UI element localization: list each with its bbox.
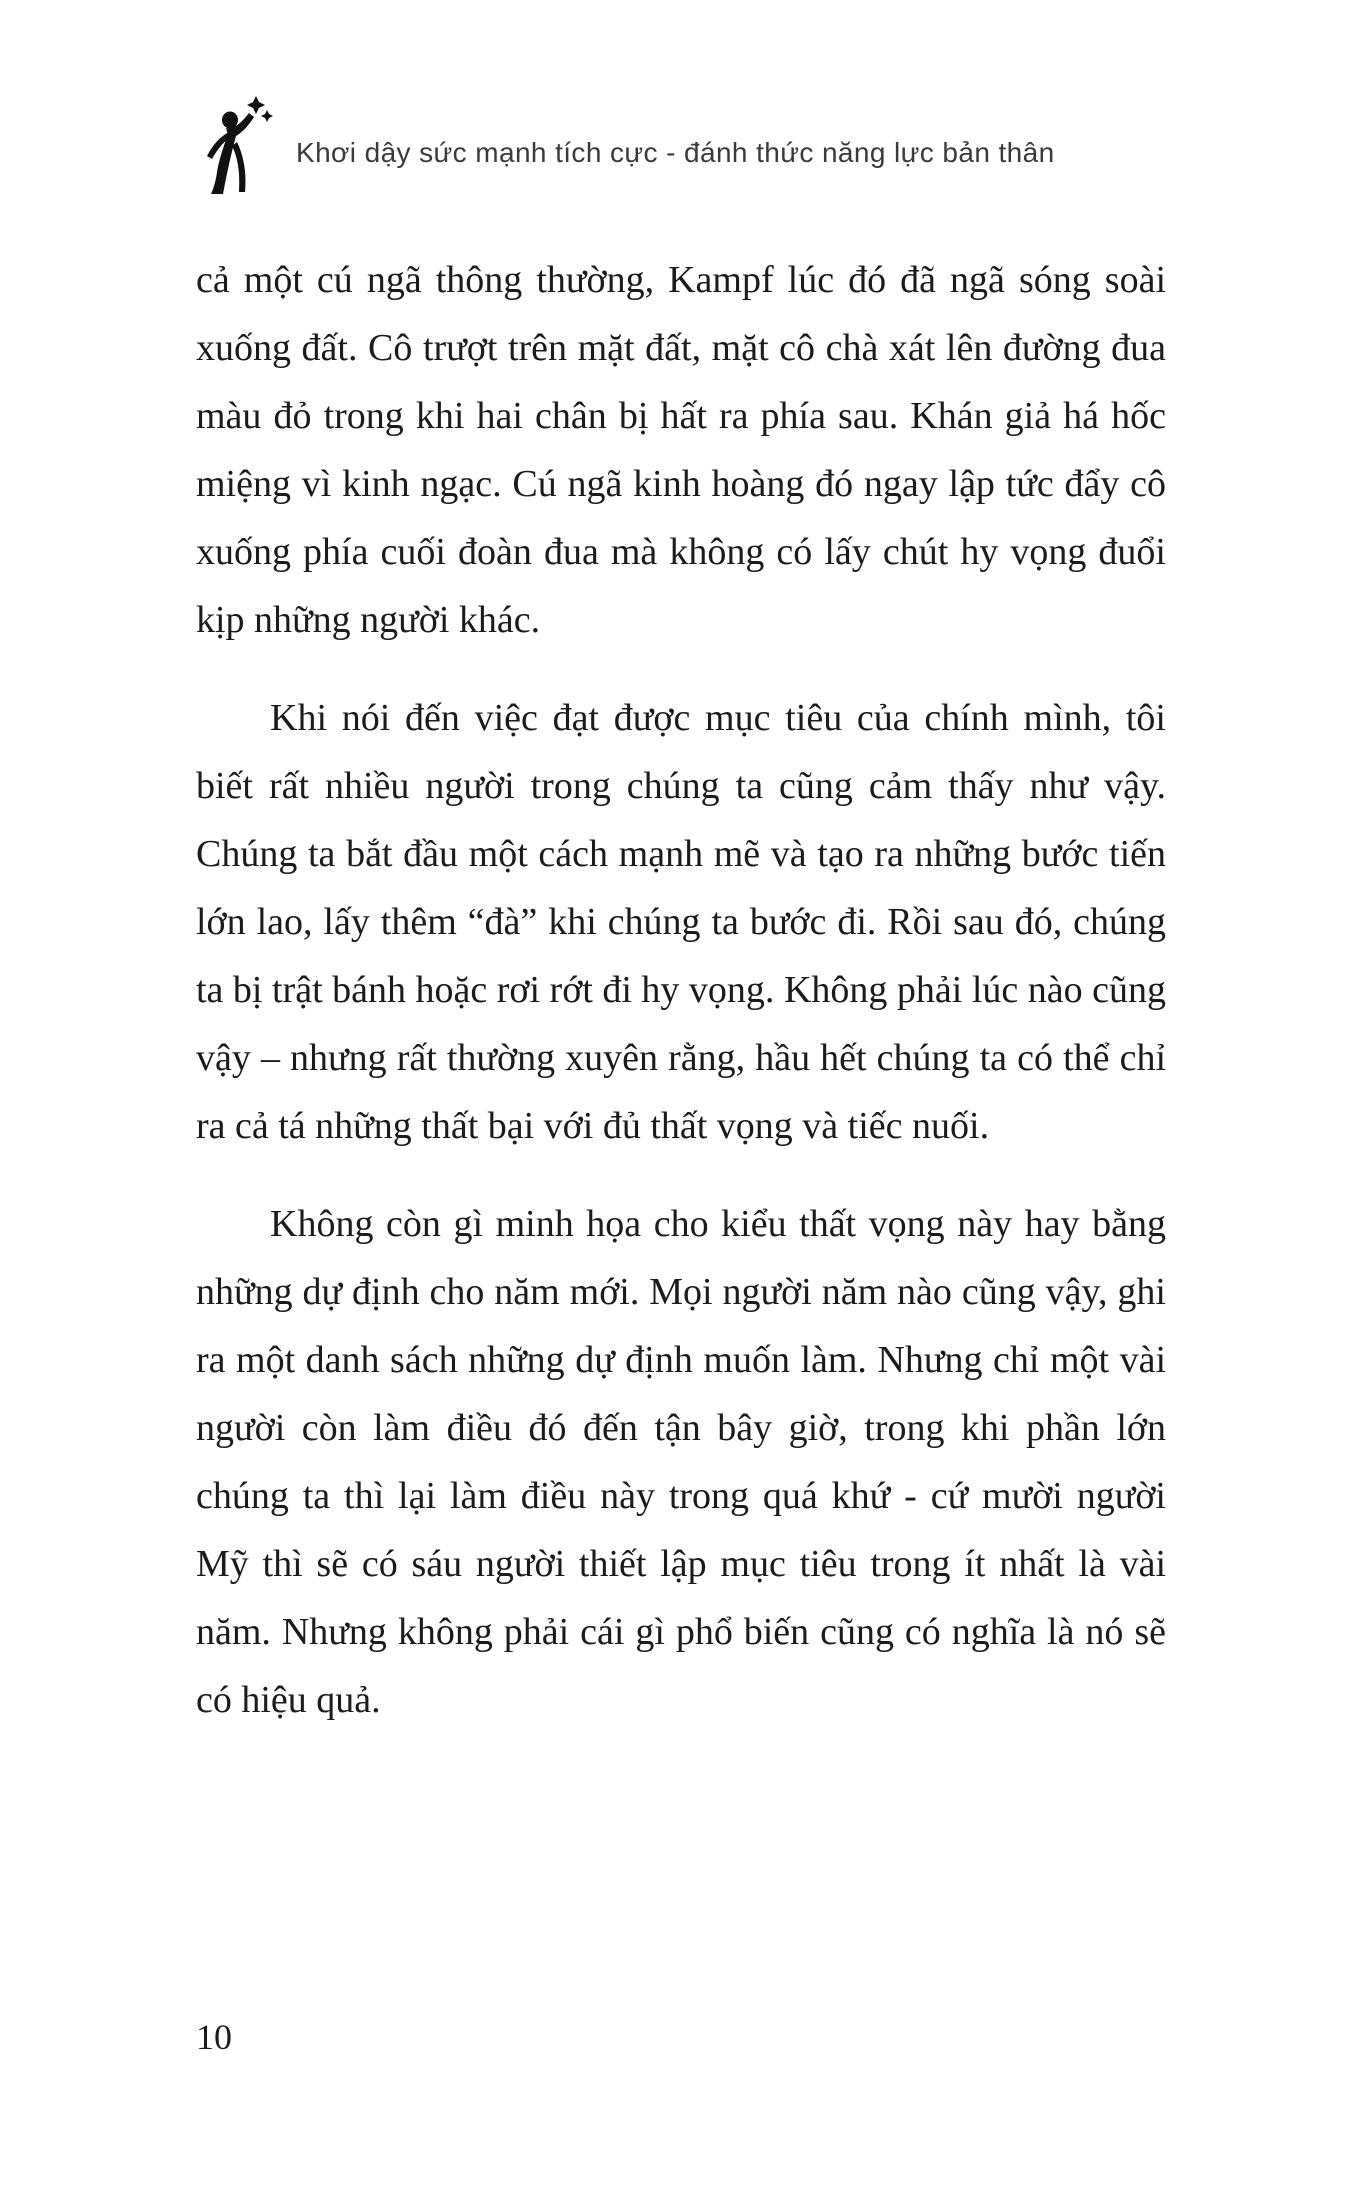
paragraph: Không còn gì minh họa cho kiểu thất vọng này hay bằng những dự định cho năm mới. Mọi người năm nào cũng vậy, ghi ra một danh sách những dự định muốn làm. Nhưng chỉ một vài người còn làm điều đó đến tận bây giờ, trong khi phần lớn chúng ta thì lại làm điều này trong quá khứ - cứ mười người Mỹ thì sẽ có sáu người thiết lập mục tiêu trong ít nhất là vài năm. Nhưng không phải cái gì phổ biến cũng có nghĩa là nó sẽ có hiệu quả.: [196, 1203, 1166, 1721]
paragraph: Khi nói đến việc đạt được mục tiêu của chính mình, tôi biết rất nhiều người trong chúng ta cũng cảm thấy như vậy. Chúng ta bắt đầu một cách mạnh mẽ và tạo ra những bước tiến lớn lao, lấy thêm “đà” khi chúng ta bước đi. Rồi sau đó, chúng ta bị trật bánh hoặc rơi rớt đi hy vọng. Không phải lúc nào cũng vậy – nhưng rất thường xuyên rằng, hầu hết chúng ta có thể chỉ ra cả tá những thất bại với đủ thất vọng và tiếc nuối.: [196, 697, 1166, 1147]
page-header: [196, 92, 1166, 196]
page-body: [196, 246, 1166, 1734]
running-title: Khơi dậy sức mạnh tích cực - đánh thức năng lực bản thân: [296, 137, 1055, 168]
page-number: 10: [196, 2017, 232, 2057]
leaping-figure-logo-icon: [196, 92, 274, 196]
paragraph: cả một cú ngã thông thường, Kampf lúc đó đã ngã sóng soài xuống đất. Cô trượt trên mặt đất, mặt cô chà xát lên đường đua màu đỏ trong khi hai chân bị hất ra phía sau. Khán giả há hốc miệng vì kinh ngạc. Cú ngã kinh hoàng đó ngay lập tức đẩy cô xuống phía cuối đoàn đua mà không có lấy chút hy vọng đuổi kịp những người khác.: [196, 259, 1166, 641]
